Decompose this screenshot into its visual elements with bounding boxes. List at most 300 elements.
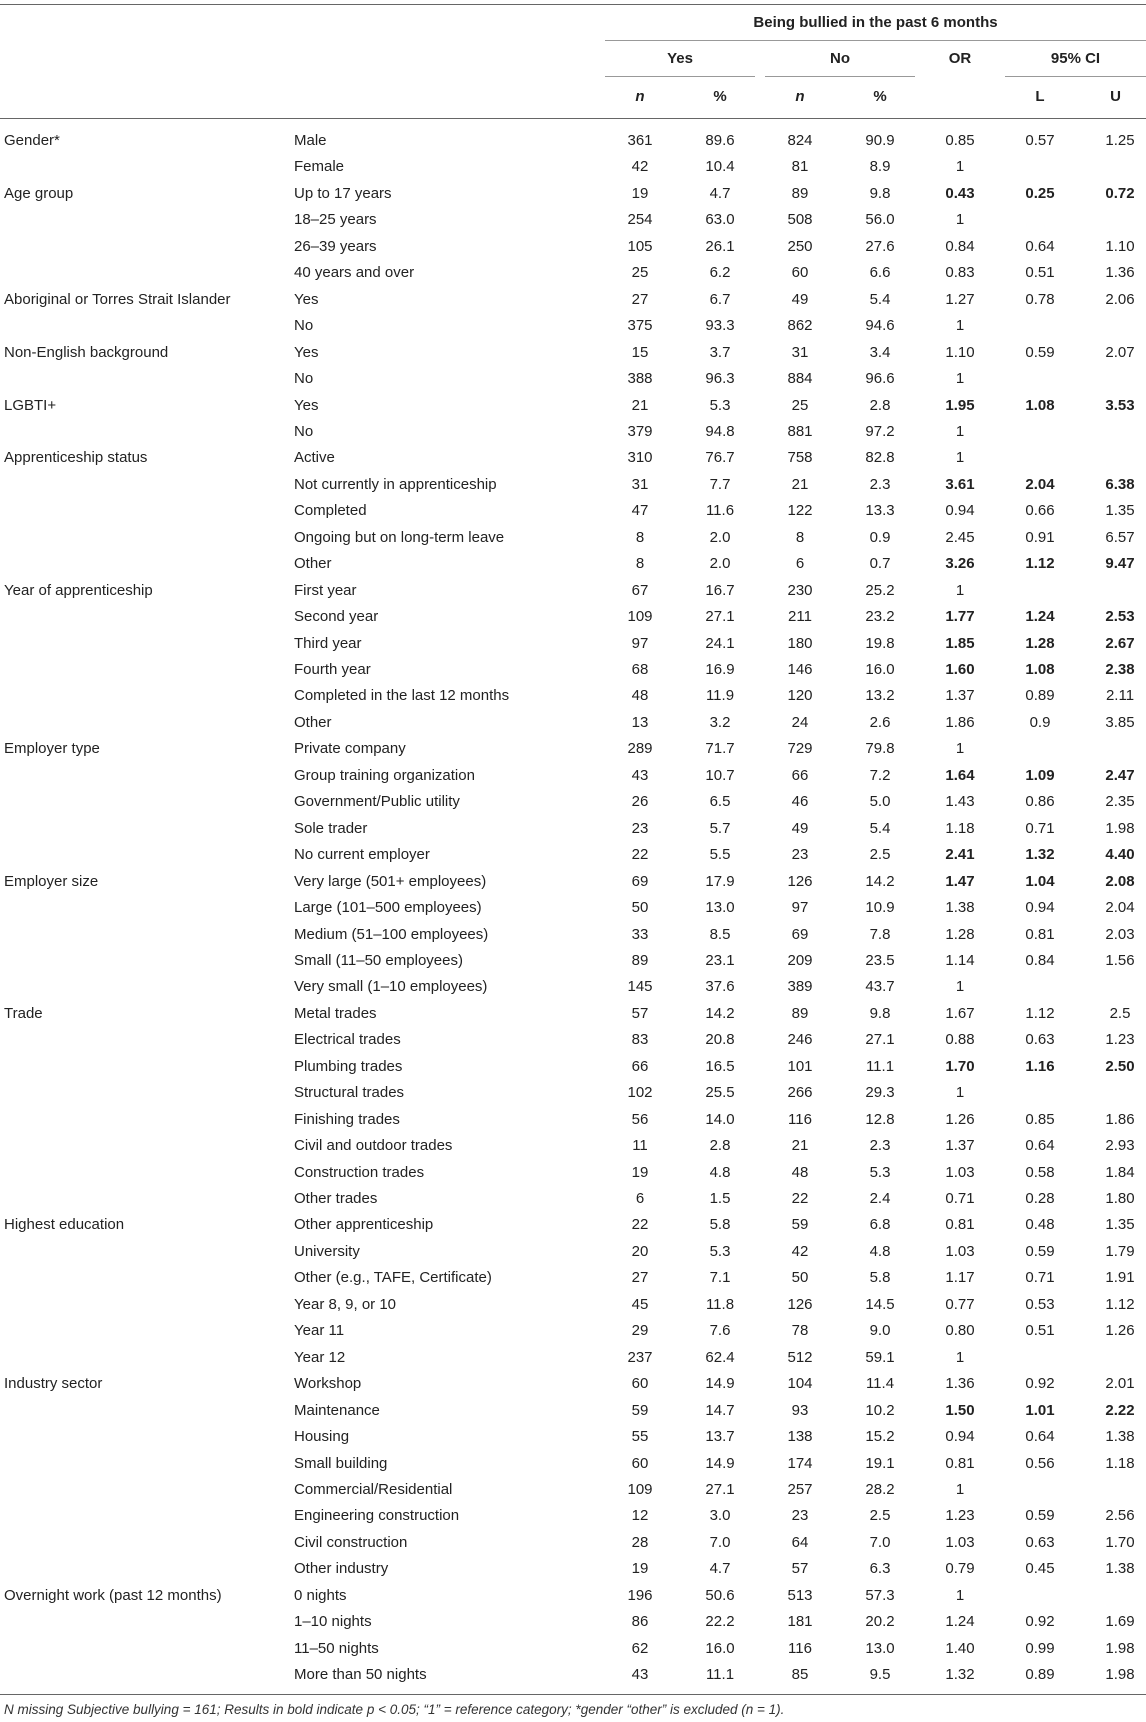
yes-n-cell: 28 bbox=[631, 1533, 649, 1551]
header-u: U bbox=[1110, 88, 1121, 105]
yes-pct-cell: 20.8 bbox=[705, 1031, 735, 1049]
yes-pct-cell: 94.8 bbox=[705, 422, 735, 440]
yes-pct-cell: 14.0 bbox=[705, 1110, 735, 1128]
or-cell: 0.94 bbox=[945, 502, 975, 520]
no-pct-cell: 11.1 bbox=[865, 1057, 895, 1075]
table-row bbox=[0, 498, 1146, 524]
yes-pct-cell: 17.9 bbox=[705, 872, 735, 890]
yes-pct-cell: 2.0 bbox=[709, 555, 731, 573]
table-row bbox=[0, 1239, 1146, 1265]
no-n-cell: 59 bbox=[791, 1216, 809, 1234]
yes-pct-cell: 37.6 bbox=[705, 978, 735, 996]
or-cell: 1.43 bbox=[945, 793, 975, 811]
category-label: Completed bbox=[294, 502, 367, 520]
table-row bbox=[0, 789, 1146, 815]
table-row bbox=[0, 313, 1146, 339]
category-label: Yes bbox=[294, 290, 319, 308]
yes-pct-cell: 22.2 bbox=[705, 1613, 735, 1631]
yes-pct-cell: 16.0 bbox=[705, 1639, 735, 1657]
or-cell: 0.71 bbox=[945, 1190, 975, 1207]
yes-n-cell: 83 bbox=[631, 1031, 649, 1049]
table-row bbox=[0, 1133, 1146, 1159]
yes-pct-cell: 4.7 bbox=[709, 184, 731, 202]
yes-n-cell: 19 bbox=[631, 184, 649, 202]
yes-n-cell: 97 bbox=[631, 634, 649, 652]
or-cell: 0.83 bbox=[945, 264, 975, 282]
or-cell: 1.86 bbox=[945, 713, 975, 731]
ci-upper-cell: 1.79 bbox=[1105, 1242, 1135, 1260]
or-cell: 1 bbox=[955, 1348, 965, 1366]
yes-pct-cell: 16.5 bbox=[705, 1057, 735, 1075]
ci-lower-cell: 1.24 bbox=[1025, 608, 1055, 626]
ci-upper-cell: 2.04 bbox=[1105, 899, 1135, 917]
category-label: Commercial/Residential bbox=[294, 1480, 453, 1498]
table-row bbox=[0, 445, 1146, 471]
no-n-cell: 116 bbox=[788, 1110, 812, 1128]
or-cell: 1.60 bbox=[945, 661, 975, 678]
no-pct-cell: 2.6 bbox=[869, 713, 891, 731]
yes-pct-cell: 24.1 bbox=[705, 634, 735, 652]
no-n-cell: 93 bbox=[791, 1401, 809, 1419]
yes-pct-cell: 16.7 bbox=[705, 581, 735, 599]
or-cell: 0.43 bbox=[945, 184, 975, 202]
or-cell: 1.40 bbox=[945, 1639, 975, 1657]
no-n-cell: 180 bbox=[787, 634, 813, 652]
table-row bbox=[0, 948, 1146, 974]
table-row bbox=[0, 1160, 1146, 1186]
or-cell: 1 bbox=[955, 740, 965, 758]
yes-pct-cell: 13.0 bbox=[705, 899, 735, 917]
ci-lower-cell: 0.99 bbox=[1025, 1639, 1055, 1657]
no-n-cell: 78 bbox=[791, 1322, 809, 1340]
no-n-cell: 46 bbox=[791, 793, 809, 811]
variable-label: Highest education bbox=[4, 1216, 125, 1234]
no-pct-cell: 23.2 bbox=[865, 608, 895, 626]
no-n-cell: 126 bbox=[787, 872, 813, 890]
no-pct-cell: 7.2 bbox=[869, 766, 891, 784]
yes-pct-cell: 26.1 bbox=[705, 237, 735, 255]
or-cell: 1.70 bbox=[945, 1057, 975, 1075]
ci-upper-cell: 1.98 bbox=[1105, 1639, 1135, 1657]
table-row bbox=[0, 1212, 1146, 1238]
table-row bbox=[0, 1318, 1146, 1344]
ci-lower-cell: 0.71 bbox=[1025, 819, 1055, 837]
yes-pct-cell: 7.0 bbox=[709, 1533, 731, 1551]
category-label: Sole trader bbox=[294, 819, 368, 837]
yes-n-cell: 25 bbox=[631, 264, 649, 282]
ci-upper-cell: 4.40 bbox=[1105, 846, 1135, 864]
or-cell: 1.77 bbox=[945, 608, 975, 626]
no-n-cell: 209 bbox=[787, 951, 813, 969]
ci-upper-cell: 3.85 bbox=[1105, 713, 1135, 731]
yes-n-cell: 22 bbox=[631, 1216, 649, 1234]
no-n-cell: 250 bbox=[787, 237, 813, 255]
or-cell: 1 bbox=[955, 1480, 965, 1498]
yes-n-cell: 22 bbox=[631, 846, 649, 864]
category-label: Housing bbox=[294, 1428, 350, 1446]
or-cell: 1.67 bbox=[945, 1004, 975, 1022]
table-row bbox=[0, 1186, 1146, 1212]
table-row bbox=[0, 1371, 1146, 1397]
no-n-cell: 508 bbox=[787, 211, 813, 229]
no-n-cell: 116 bbox=[788, 1639, 812, 1657]
ci-upper-cell: 2.08 bbox=[1105, 872, 1135, 890]
or-cell: 1.85 bbox=[945, 634, 975, 652]
table-row bbox=[0, 631, 1146, 657]
or-cell: 1.24 bbox=[945, 1613, 975, 1631]
no-n-cell: 257 bbox=[787, 1480, 813, 1498]
no-n-cell: 120 bbox=[787, 687, 813, 705]
ci-lower-cell: 1.04 bbox=[1025, 872, 1055, 890]
yes-pct-cell: 10.7 bbox=[705, 766, 735, 784]
yes-pct-cell: 14.7 bbox=[705, 1401, 735, 1419]
no-pct-cell: 9.8 bbox=[869, 184, 891, 202]
header-title: Being bullied in the past 6 months bbox=[753, 14, 998, 31]
yes-pct-cell: 13.7 bbox=[705, 1428, 735, 1446]
or-cell: 1.14 bbox=[945, 951, 975, 969]
ci-lower-cell: 0.85 bbox=[1025, 1110, 1055, 1128]
table-row bbox=[0, 1583, 1146, 1609]
ci-upper-cell: 2.11 bbox=[1105, 687, 1135, 705]
category-label: Other trades bbox=[294, 1190, 378, 1207]
ci-upper-cell: 1.12 bbox=[1105, 1295, 1135, 1313]
yes-pct-cell: 5.3 bbox=[709, 396, 731, 414]
no-n-cell: 21 bbox=[791, 1137, 809, 1155]
variable-label: Trade bbox=[4, 1004, 43, 1022]
table-row bbox=[0, 1530, 1146, 1556]
no-pct-cell: 43.7 bbox=[865, 978, 895, 996]
ci-lower-cell: 0.71 bbox=[1025, 1269, 1055, 1287]
ci-upper-cell: 6.57 bbox=[1105, 528, 1135, 546]
variable-label: Overnight work (past 12 months) bbox=[4, 1586, 222, 1604]
variable-label: Aboriginal or Torres Strait Islander bbox=[4, 290, 231, 308]
or-cell: 1.50 bbox=[945, 1401, 975, 1419]
category-label: Year 8, 9, or 10 bbox=[294, 1295, 397, 1313]
yes-n-cell: 89 bbox=[631, 951, 649, 969]
header-l: L bbox=[1035, 88, 1045, 105]
yes-n-cell: 254 bbox=[627, 211, 653, 229]
ci-lower-cell: 0.64 bbox=[1025, 1137, 1055, 1155]
no-n-cell: 266 bbox=[787, 1084, 813, 1102]
ci-lower-cell: 0.63 bbox=[1025, 1031, 1055, 1049]
no-pct-cell: 7.0 bbox=[869, 1533, 891, 1551]
category-label: Year 12 bbox=[294, 1348, 346, 1366]
yes-pct-cell: 8.5 bbox=[709, 925, 731, 943]
variable-label: Year of apprenticeship bbox=[4, 581, 153, 599]
yes-n-cell: 19 bbox=[631, 1163, 649, 1181]
category-label: Structural trades bbox=[294, 1084, 405, 1102]
category-label: Workshop bbox=[294, 1375, 362, 1393]
or-cell: 0.80 bbox=[945, 1322, 975, 1340]
ci-lower-cell: 2.04 bbox=[1025, 475, 1055, 493]
no-pct-cell: 16.0 bbox=[865, 661, 895, 678]
yes-n-cell: 361 bbox=[627, 132, 653, 149]
ci-lower-cell: 1.01 bbox=[1025, 1401, 1055, 1419]
or-cell: 1.37 bbox=[945, 1137, 975, 1155]
yes-pct-cell: 6.5 bbox=[709, 793, 731, 811]
yes-n-cell: 289 bbox=[627, 740, 653, 758]
no-pct-cell: 94.6 bbox=[865, 317, 895, 335]
category-label: Plumbing trades bbox=[294, 1057, 403, 1075]
no-n-cell: 884 bbox=[787, 370, 813, 388]
no-n-cell: 512 bbox=[787, 1348, 813, 1366]
yes-n-cell: 31 bbox=[631, 475, 649, 493]
ci-lower-cell: 0.51 bbox=[1025, 264, 1055, 282]
no-n-cell: 81 bbox=[791, 158, 809, 176]
or-cell: 0.81 bbox=[945, 1216, 975, 1234]
table-row bbox=[0, 1080, 1146, 1106]
category-label: Third year bbox=[294, 634, 362, 652]
header-ci: 95% CI bbox=[1050, 50, 1101, 67]
header-no-rule bbox=[765, 76, 915, 77]
ci-lower-cell: 1.12 bbox=[1025, 555, 1055, 573]
variable-label: Non-English background bbox=[4, 343, 169, 361]
table-row bbox=[0, 1636, 1146, 1662]
yes-n-cell: 26 bbox=[631, 793, 649, 811]
category-label: First year bbox=[294, 581, 357, 599]
category-label: Construction trades bbox=[294, 1163, 425, 1181]
table-row bbox=[0, 1107, 1146, 1133]
ci-upper-cell: 2.06 bbox=[1105, 290, 1135, 308]
yes-n-cell: 11 bbox=[632, 1137, 648, 1155]
ci-upper-cell: 2.93 bbox=[1105, 1137, 1135, 1155]
ci-upper-cell: 1.25 bbox=[1105, 132, 1135, 149]
yes-n-cell: 27 bbox=[631, 1269, 649, 1287]
ci-lower-cell: 0.94 bbox=[1025, 899, 1055, 917]
category-label: Government/Public utility bbox=[294, 793, 460, 811]
no-pct-cell: 10.9 bbox=[865, 899, 895, 917]
yes-pct-cell: 50.6 bbox=[705, 1586, 735, 1604]
no-n-cell: 85 bbox=[791, 1666, 809, 1684]
no-pct-cell: 23.5 bbox=[865, 951, 895, 969]
table-row bbox=[0, 207, 1146, 233]
ci-lower-cell: 0.91 bbox=[1025, 528, 1055, 546]
no-pct-cell: 0.7 bbox=[869, 555, 891, 573]
ci-upper-cell: 2.5 bbox=[1109, 1004, 1131, 1022]
table-row bbox=[0, 1265, 1146, 1291]
ci-upper-cell: 2.56 bbox=[1105, 1507, 1135, 1525]
yes-n-cell: 13 bbox=[631, 713, 649, 731]
ci-lower-cell: 0.9 bbox=[1029, 713, 1051, 731]
table-row bbox=[0, 922, 1146, 948]
or-cell: 1 bbox=[955, 211, 965, 229]
no-n-cell: 89 bbox=[791, 1004, 809, 1022]
or-cell: 1.27 bbox=[945, 290, 975, 308]
no-n-cell: 23 bbox=[791, 1507, 809, 1525]
no-pct-cell: 3.4 bbox=[869, 343, 891, 361]
ci-upper-cell: 1.84 bbox=[1105, 1163, 1135, 1181]
variable-label: Gender* bbox=[4, 132, 60, 149]
or-cell: 3.26 bbox=[945, 555, 975, 573]
or-cell: 1 bbox=[955, 317, 965, 335]
yes-n-cell: 145 bbox=[627, 978, 653, 996]
category-label: 40 years and over bbox=[294, 264, 415, 282]
yes-n-cell: 86 bbox=[631, 1613, 649, 1631]
category-label: Up to 17 years bbox=[294, 184, 392, 202]
yes-n-cell: 109 bbox=[627, 1480, 653, 1498]
no-n-cell: 758 bbox=[787, 449, 813, 467]
yes-n-cell: 33 bbox=[631, 925, 649, 943]
no-pct-cell: 57.3 bbox=[865, 1586, 895, 1604]
no-pct-cell: 5.0 bbox=[869, 793, 891, 811]
header-title-rule bbox=[605, 40, 1146, 41]
ci-lower-cell: 0.63 bbox=[1025, 1533, 1055, 1551]
yes-n-cell: 45 bbox=[631, 1295, 649, 1313]
table-row bbox=[0, 710, 1146, 736]
yes-pct-cell: 2.8 bbox=[709, 1137, 731, 1155]
no-n-cell: 138 bbox=[787, 1428, 813, 1446]
yes-pct-cell: 25.5 bbox=[705, 1084, 735, 1102]
table-row bbox=[0, 869, 1146, 895]
yes-pct-cell: 93.3 bbox=[705, 317, 735, 335]
table-row bbox=[0, 260, 1146, 286]
ci-lower-cell: 0.59 bbox=[1025, 1507, 1055, 1525]
no-n-cell: 246 bbox=[787, 1031, 813, 1049]
header-pct-yes: % bbox=[713, 88, 727, 105]
variable-label: LGBTI+ bbox=[4, 396, 57, 414]
top-rule bbox=[0, 4, 1146, 5]
no-pct-cell: 82.8 bbox=[865, 449, 895, 467]
header-no: No bbox=[830, 50, 850, 67]
or-cell: 1 bbox=[955, 370, 965, 388]
ci-upper-cell: 1.10 bbox=[1105, 237, 1135, 255]
yes-n-cell: 19 bbox=[631, 1560, 649, 1578]
yes-pct-cell: 1.5 bbox=[709, 1190, 731, 1207]
no-pct-cell: 13.0 bbox=[865, 1639, 895, 1657]
no-n-cell: 89 bbox=[791, 184, 809, 202]
category-label: Fourth year bbox=[294, 661, 371, 678]
yes-pct-cell: 5.8 bbox=[709, 1216, 731, 1234]
variable-label: Employer size bbox=[4, 872, 99, 890]
ci-lower-cell: 0.53 bbox=[1025, 1295, 1055, 1313]
no-pct-cell: 8.9 bbox=[869, 158, 891, 176]
ci-lower-cell: 0.84 bbox=[1025, 951, 1055, 969]
table-row bbox=[0, 340, 1146, 366]
table-row bbox=[0, 1345, 1146, 1371]
yes-n-cell: 60 bbox=[631, 1454, 649, 1472]
yes-n-cell: 43 bbox=[631, 1666, 649, 1684]
table-row bbox=[0, 657, 1146, 683]
category-label: Metal trades bbox=[294, 1004, 377, 1022]
table-row bbox=[0, 974, 1146, 1000]
or-cell: 1 bbox=[955, 1084, 965, 1102]
no-n-cell: 230 bbox=[787, 581, 813, 599]
no-pct-cell: 15.2 bbox=[865, 1428, 895, 1446]
category-label: Private company bbox=[294, 740, 406, 758]
table-row bbox=[0, 895, 1146, 921]
yes-n-cell: 56 bbox=[631, 1110, 649, 1128]
table-row bbox=[0, 1451, 1146, 1477]
ci-lower-cell: 1.12 bbox=[1025, 1004, 1055, 1022]
or-cell: 1.37 bbox=[945, 687, 975, 705]
yes-n-cell: 102 bbox=[627, 1084, 653, 1102]
category-label: Not currently in apprenticeship bbox=[294, 475, 497, 493]
yes-n-cell: 15 bbox=[631, 343, 649, 361]
or-cell: 1.28 bbox=[945, 925, 975, 943]
or-cell: 0.77 bbox=[945, 1295, 975, 1313]
category-label: Medium (51–100 employees) bbox=[294, 925, 489, 943]
no-n-cell: 513 bbox=[787, 1586, 813, 1604]
or-cell: 2.45 bbox=[945, 528, 975, 546]
yes-n-cell: 6 bbox=[635, 1190, 645, 1207]
ci-upper-cell: 1.23 bbox=[1105, 1031, 1135, 1049]
ci-lower-cell: 0.58 bbox=[1025, 1163, 1055, 1181]
or-cell: 1 bbox=[955, 581, 965, 599]
no-n-cell: 389 bbox=[787, 978, 813, 996]
no-n-cell: 97 bbox=[791, 899, 809, 917]
yes-n-cell: 59 bbox=[631, 1401, 649, 1419]
variable-label: Industry sector bbox=[4, 1375, 103, 1393]
yes-n-cell: 12 bbox=[631, 1507, 649, 1525]
no-n-cell: 60 bbox=[791, 264, 809, 282]
header-bottom-rule bbox=[0, 118, 1146, 119]
ci-lower-cell: 0.66 bbox=[1025, 502, 1055, 520]
yes-pct-cell: 11.1 bbox=[705, 1666, 735, 1684]
no-pct-cell: 2.3 bbox=[869, 475, 891, 493]
category-label: Male bbox=[294, 132, 327, 149]
or-cell: 1.18 bbox=[945, 819, 975, 837]
table-row bbox=[0, 525, 1146, 551]
yes-n-cell: 62 bbox=[631, 1639, 649, 1657]
or-cell: 0.94 bbox=[945, 1428, 975, 1446]
yes-pct-cell: 6.7 bbox=[709, 290, 731, 308]
no-n-cell: 31 bbox=[791, 343, 809, 361]
yes-n-cell: 23 bbox=[631, 819, 649, 837]
ci-lower-cell: 1.09 bbox=[1025, 766, 1055, 784]
no-n-cell: 146 bbox=[787, 661, 813, 678]
yes-n-cell: 196 bbox=[627, 1586, 653, 1604]
yes-pct-cell: 23.1 bbox=[705, 951, 735, 969]
or-cell: 1.26 bbox=[945, 1110, 975, 1128]
no-n-cell: 69 bbox=[791, 925, 809, 943]
ci-upper-cell: 2.07 bbox=[1105, 343, 1135, 361]
ci-lower-cell: 0.45 bbox=[1025, 1560, 1055, 1578]
yes-pct-cell: 14.9 bbox=[705, 1375, 735, 1393]
no-pct-cell: 12.8 bbox=[865, 1110, 895, 1128]
table-footnote: N missing Subjective bullying = 161; Results in bold indicate p < 0.05; “1” = reference category; *gender “other” is excluded (n = 1). bbox=[4, 1702, 785, 1717]
ci-lower-cell: 0.59 bbox=[1025, 343, 1055, 361]
yes-pct-cell: 4.7 bbox=[709, 1560, 731, 1578]
no-pct-cell: 10.2 bbox=[865, 1401, 895, 1419]
yes-pct-cell: 2.0 bbox=[709, 528, 731, 546]
yes-pct-cell: 62.4 bbox=[705, 1348, 735, 1366]
no-n-cell: 42 bbox=[791, 1242, 809, 1260]
no-pct-cell: 2.4 bbox=[869, 1190, 891, 1207]
table-row bbox=[0, 1424, 1146, 1450]
ci-lower-cell: 0.25 bbox=[1025, 184, 1055, 202]
no-pct-cell: 20.2 bbox=[865, 1613, 895, 1631]
no-n-cell: 8 bbox=[795, 528, 805, 546]
no-n-cell: 862 bbox=[787, 317, 813, 335]
table-row bbox=[0, 1027, 1146, 1053]
ci-lower-cell: 1.32 bbox=[1025, 846, 1055, 864]
yes-pct-cell: 14.2 bbox=[705, 1004, 735, 1022]
or-cell: 1.03 bbox=[945, 1533, 975, 1551]
no-pct-cell: 14.2 bbox=[865, 872, 895, 890]
variable-label: Employer type bbox=[4, 740, 100, 758]
yes-pct-cell: 27.1 bbox=[705, 1480, 735, 1498]
table-row bbox=[0, 1001, 1146, 1027]
yes-n-cell: 375 bbox=[627, 317, 653, 335]
yes-pct-cell: 27.1 bbox=[705, 608, 735, 626]
yes-n-cell: 310 bbox=[627, 449, 653, 467]
no-n-cell: 24 bbox=[791, 713, 809, 731]
no-n-cell: 126 bbox=[787, 1295, 813, 1313]
yes-n-cell: 50 bbox=[631, 899, 649, 917]
category-label: Yes bbox=[294, 396, 319, 414]
category-label: Other (e.g., TAFE, Certificate) bbox=[294, 1269, 492, 1287]
yes-pct-cell: 16.9 bbox=[705, 661, 735, 678]
